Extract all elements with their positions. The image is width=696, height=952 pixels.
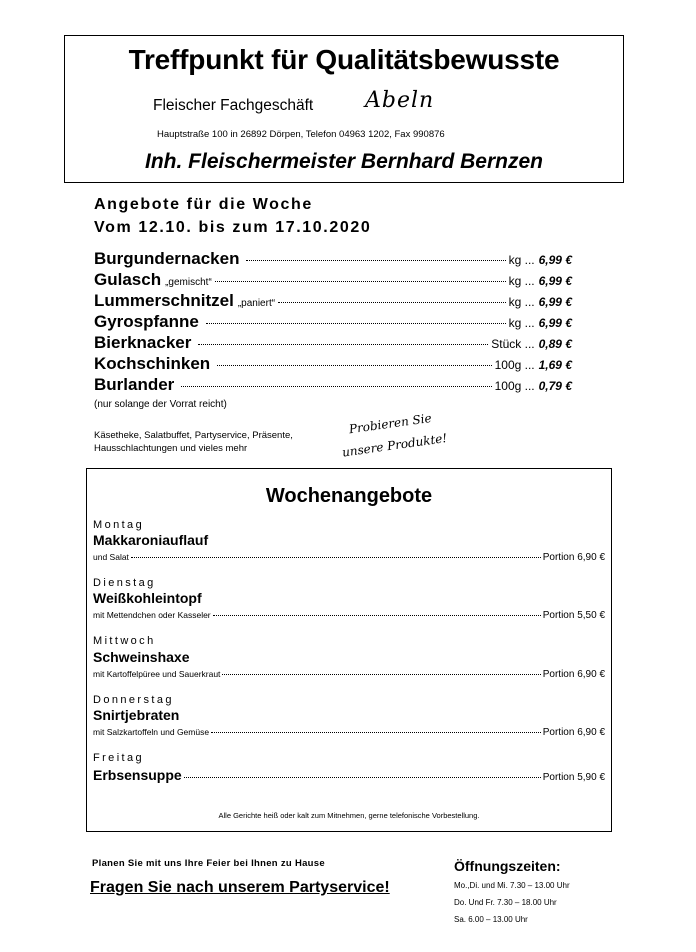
product-name: Gyrospfanne bbox=[94, 312, 199, 331]
product-name: Kochschinken bbox=[94, 354, 211, 373]
product-row bbox=[94, 249, 572, 270]
dish-side: und Salat bbox=[93, 552, 129, 562]
day-label: Dienstag bbox=[93, 577, 156, 589]
services-text bbox=[94, 429, 354, 455]
dish-name: Makkaroniauflauf bbox=[93, 532, 209, 548]
product-row bbox=[94, 312, 572, 333]
dot-leader bbox=[181, 386, 491, 387]
dot-leader bbox=[215, 281, 506, 282]
dish-side: mit Kartoffelpüree und Sauerkraut bbox=[93, 669, 221, 679]
opening-hours-title: Öffnungszeiten: bbox=[454, 858, 561, 874]
dot-leader bbox=[206, 323, 506, 324]
product-unit: kg ... bbox=[508, 274, 535, 288]
day-label: Montag bbox=[93, 519, 145, 531]
dish-side: mit Mettendchen oder Kasseler bbox=[93, 610, 211, 620]
product-row bbox=[94, 375, 572, 396]
dish-price: Portion 6,90 € bbox=[542, 552, 605, 563]
dot-leader bbox=[131, 557, 541, 558]
dish-side: mit Salzkartoffeln und Gemüse bbox=[93, 727, 210, 737]
weekly-footer-note: Alle Gerichte heiß oder kalt zum Mitnehmen, gerne telefonische Vorbestellung. bbox=[218, 811, 480, 820]
product-unit: kg ... bbox=[508, 316, 535, 330]
product-price: 0,89 € bbox=[538, 337, 572, 351]
product-unit: 100g ... bbox=[494, 358, 535, 372]
dish-name: Snirtjebraten bbox=[93, 707, 180, 723]
day-label: Mittwoch bbox=[93, 635, 156, 647]
product-unit: kg ... bbox=[508, 253, 535, 267]
dot-leader bbox=[213, 615, 541, 616]
product-note: „gemischt“ bbox=[165, 277, 212, 288]
product-price: 1,69 € bbox=[538, 358, 572, 372]
product-name: Burgundernacken bbox=[94, 249, 240, 268]
party-service-text: Fragen Sie nach unserem Partyservice! bbox=[90, 879, 390, 896]
shop-name: Fleischer Fachgeschäft bbox=[153, 97, 314, 114]
day-label: Freitag bbox=[93, 752, 145, 764]
offers-date-range: Vom 12.10. bis zum 17.10.2020 bbox=[94, 219, 372, 236]
dish-price: Portion 5,50 € bbox=[542, 610, 605, 621]
opening-hours-line: Do. Und Fr. 7.30 – 18.00 Uhr bbox=[454, 898, 557, 907]
day-label: Donnerstag bbox=[93, 694, 174, 706]
dish-row bbox=[93, 669, 605, 680]
product-row bbox=[94, 291, 572, 312]
plan-text: Planen Sie mit uns Ihre Feier bei Ihnen zu Hause bbox=[92, 858, 325, 869]
handwritten-line: unsere Produkte! bbox=[341, 430, 449, 460]
dish-price: Portion 6,90 € bbox=[542, 669, 605, 680]
product-name: Gulasch bbox=[94, 270, 162, 289]
shop-address: Hauptstraße 100 in 26892 Dörpen, Telefon 04963 1202, Fax 990876 bbox=[157, 129, 445, 140]
dish-price: Portion 5,90 € bbox=[542, 772, 605, 783]
dish-name: Weißkohleintopf bbox=[93, 590, 202, 606]
handwritten-note bbox=[338, 400, 483, 463]
dot-leader bbox=[246, 260, 505, 261]
page-title: Treffpunkt für Qualitätsbewusste bbox=[128, 44, 560, 75]
stock-note: (nur solange der Vorrat reicht) bbox=[94, 399, 227, 410]
opening-hours-line: Sa. 6.00 – 13.00 Uhr bbox=[454, 915, 528, 924]
product-unit: Stück ... bbox=[491, 337, 535, 351]
dish-row bbox=[93, 552, 605, 563]
header-box bbox=[64, 35, 624, 183]
product-unit: kg ... bbox=[508, 295, 535, 309]
product-name: Bierknacker bbox=[94, 333, 192, 352]
dot-leader bbox=[217, 365, 491, 366]
dish-name: Schweinshaxe bbox=[93, 649, 190, 665]
weekly-dishes-box bbox=[86, 468, 612, 832]
handwritten-line: Probieren Sie bbox=[348, 410, 433, 437]
product-row bbox=[94, 354, 572, 375]
dot-leader bbox=[211, 732, 541, 733]
product-price: 6,99 € bbox=[538, 274, 572, 288]
services-line: Käsetheke, Salatbuffet, Partyservice, Präsente, bbox=[94, 430, 293, 441]
dish-row bbox=[93, 727, 605, 738]
offers-title: Angebote für die Woche bbox=[94, 196, 313, 213]
services-line: Hausschlachtungen und vieles mehr bbox=[94, 443, 248, 454]
product-row bbox=[94, 270, 572, 291]
product-price: 6,99 € bbox=[538, 295, 572, 309]
shop-signature: Abeln bbox=[365, 88, 435, 113]
product-price: 0,79 € bbox=[538, 379, 572, 393]
product-note: „paniert“ bbox=[237, 298, 276, 309]
weekly-title: Wochenangebote bbox=[265, 485, 433, 507]
dot-leader bbox=[198, 344, 488, 345]
product-unit: 100g ... bbox=[494, 379, 535, 393]
dot-leader bbox=[222, 674, 540, 675]
dot-leader bbox=[184, 777, 541, 778]
product-name: Lummerschnitzel bbox=[94, 291, 234, 310]
dish-name: Erbsensuppe bbox=[93, 767, 182, 783]
product-row bbox=[94, 333, 572, 354]
product-price: 6,99 € bbox=[538, 316, 572, 330]
product-name: Burlander bbox=[94, 375, 175, 394]
dish-price: Portion 6,90 € bbox=[542, 727, 605, 738]
dish-row bbox=[93, 767, 605, 783]
dish-row bbox=[93, 610, 605, 621]
opening-hours-line: Mo.,Di. und Mi. 7.30 – 13.00 Uhr bbox=[454, 881, 570, 890]
product-price: 6,99 € bbox=[538, 253, 572, 267]
owner-line: Inh. Fleischermeister Bernhard Bernzen bbox=[145, 150, 543, 173]
dot-leader bbox=[278, 302, 506, 303]
